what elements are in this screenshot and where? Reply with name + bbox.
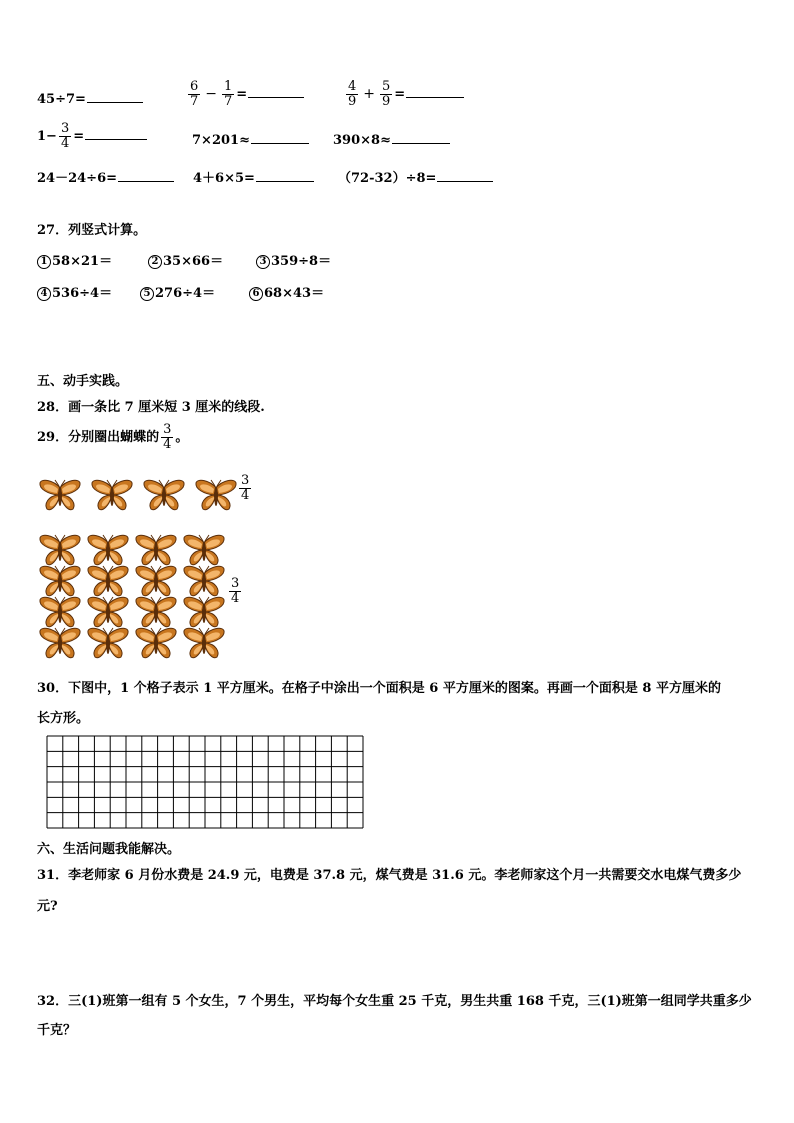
problem-one-minus-frac: 1− $\frac{3}{4}$ = [37, 122, 147, 151]
problem-45-div-7: 45÷7= [37, 90, 143, 107]
problem-frac-add: $\frac{4}{9}$ + $\frac{5}{9}$ = [344, 80, 464, 109]
section-6-heading: 六、生活问题我能解决。 [37, 842, 181, 857]
butterfly[interactable] [38, 626, 82, 660]
problem-24-minus: 24－24÷6= [37, 167, 174, 186]
fraction: $\frac{5}{9}$ [382, 79, 391, 109]
butterfly[interactable] [134, 595, 178, 629]
butterfly[interactable] [38, 533, 82, 567]
q31-line-2: 元? [37, 899, 58, 914]
butterfly[interactable] [182, 533, 226, 567]
butterfly[interactable] [38, 478, 82, 512]
answer-blank[interactable] [392, 131, 450, 144]
q27-item-1: 1 58×21＝ [37, 250, 112, 269]
butterfly[interactable] [86, 564, 130, 598]
q30-line-1: 30．下图中，1 个格子表示 1 平方厘米。在格子中涂出一个面积是 6 平方厘米的图案。再画一个面积是 8 平方厘米的 [37, 681, 721, 696]
answer-blank[interactable] [251, 131, 309, 144]
answer-blank[interactable] [406, 85, 464, 98]
problem-paren-div: （72-32）÷8= [338, 167, 493, 186]
group-2-fraction: $\frac{3}{4}$ [231, 576, 240, 606]
problem-4-plus: 4＋6×5= [193, 167, 314, 186]
q30-line-2: 长方形。 [37, 711, 90, 726]
fraction: $\frac{6}{7}$ [190, 79, 199, 109]
fraction: $\frac{3}{4}$ [163, 422, 172, 452]
q27-item-2: 2 35×66＝ [148, 250, 223, 269]
answer-blank[interactable] [248, 85, 304, 98]
square-grid[interactable] [46, 735, 364, 829]
butterfly[interactable] [86, 626, 130, 660]
q28-text: 28．画一条比 7 厘米短 3 厘米的线段. [37, 400, 265, 415]
problem-frac-subtract: $\frac{6}{7}$ − $\frac{1}{7}$ = [186, 80, 304, 109]
q29-text: 29．分别圈出蝴蝶的 $\frac{3}{4}$ 。 [37, 422, 189, 452]
butterfly[interactable] [90, 478, 134, 512]
answer-blank[interactable] [256, 169, 314, 182]
butterfly[interactable] [182, 595, 226, 629]
butterfly[interactable] [38, 564, 82, 598]
butterfly[interactable] [134, 626, 178, 660]
butterfly[interactable] [182, 564, 226, 598]
butterfly[interactable] [182, 626, 226, 660]
answer-blank[interactable] [87, 90, 143, 103]
q32-line-2: 千克？ [37, 1023, 77, 1038]
q27-item-4: 4 536÷4＝ [37, 282, 112, 301]
fraction: $\frac{4}{9}$ [348, 79, 357, 109]
q31-line-1: 31．李老师家 6 月份水费是 24.9 元，电费是 37.8 元，煤气费是 31.6 元。李老师家这个月一共需要交水电煤气费多少 [37, 868, 742, 883]
butterfly[interactable] [142, 478, 186, 512]
q32-line-1: 32．三(1)班第一组有 5 个女生，7 个男生，平均每个女生重 25 千克，男生共重 168 千克，三(1)班第一组同学共重多少 [37, 994, 752, 1009]
problem-390x8: 390×8≈ [333, 131, 450, 148]
section-5-heading: 五、动手实践。 [37, 374, 129, 389]
butterfly[interactable] [134, 564, 178, 598]
q27-item-6: 6 68×43＝ [249, 282, 324, 301]
butterfly[interactable] [86, 533, 130, 567]
answer-blank[interactable] [437, 169, 493, 182]
fraction: $\frac{3}{4}$ [60, 121, 70, 151]
answer-blank[interactable] [85, 127, 147, 140]
butterfly[interactable] [194, 478, 238, 512]
q27-item-3: 3 359÷8＝ [256, 250, 331, 269]
answer-blank[interactable] [118, 169, 174, 182]
butterfly[interactable] [134, 533, 178, 567]
group-1-fraction: $\frac{3}{4}$ [241, 473, 250, 503]
fraction: $\frac{1}{7}$ [224, 79, 233, 109]
problem-7x201: 7×201≈ [192, 131, 309, 148]
q27-title: 27．列竖式计算。 [37, 223, 147, 238]
butterfly[interactable] [38, 595, 82, 629]
butterfly[interactable] [86, 595, 130, 629]
q27-item-5: 5 276÷4＝ [140, 282, 215, 301]
